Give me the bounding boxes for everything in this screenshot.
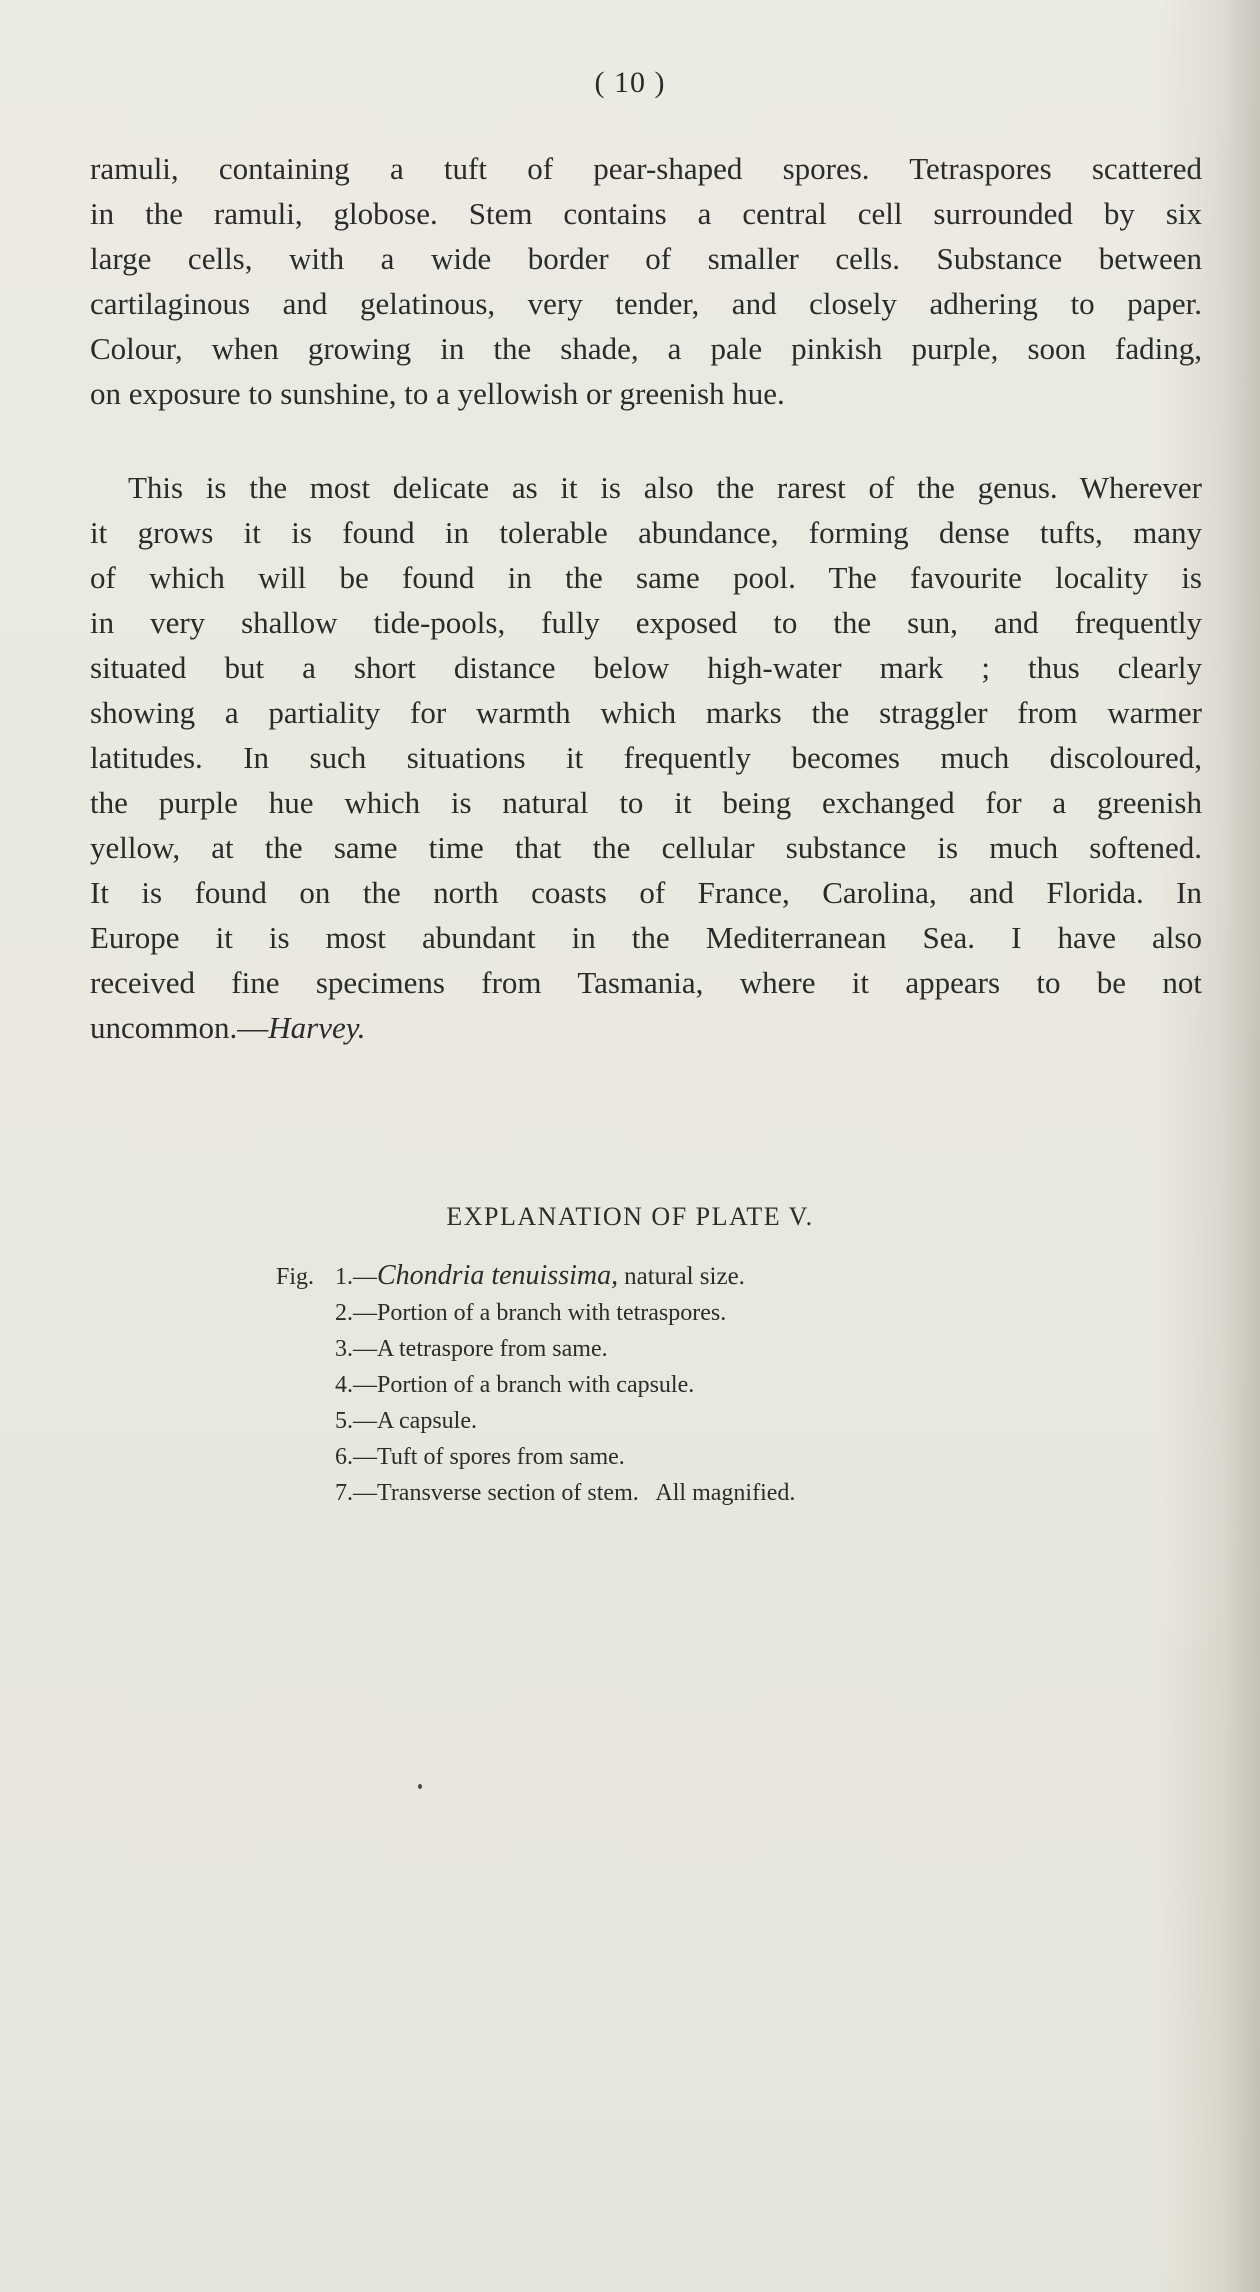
plate-explanation-heading: EXPLANATION OF PLATE V. [446,1202,814,1231]
figure-caption: Portion of a branch with tetraspores. [377,1300,727,1326]
text-line: situated but a short distance below high-water mark ; thus clearly [90,650,1202,685]
figure-caption: A tetraspore from same. [377,1336,608,1362]
figure-caption: Transverse section of stem. All magnified. [377,1480,796,1506]
attribution: Harvey. [268,1010,366,1045]
text-line: large cells, with a wide border of smaller cells. Substance between [90,241,1202,276]
figure-number: 7.— [335,1480,377,1506]
text-line: It is found on the north coasts of France, Carolina, and Florida. In [90,875,1202,910]
figure-item [276,1475,795,1511]
text-line: ramuli, containing a tuft of pear-shaped spores. Tetraspores scattered [90,151,1202,186]
figure-number: 1.— [335,1264,377,1290]
paragraph-habitat-notes [90,465,1202,1050]
figure-item [276,1295,795,1331]
text-line: yellow, at the same time that the cellular substance is much softened. [90,830,1202,865]
figure-caption: Portion of a branch with capsule. [377,1372,695,1398]
figure-number: 3.— [335,1336,377,1362]
figure-number: 6.— [335,1444,377,1470]
figure-number: 2.— [335,1300,377,1326]
figure-number: 5.— [335,1408,377,1434]
figure-item [276,1331,795,1367]
text-line: in very shallow tide-pools, fully exposed to the sun, and frequently [90,605,1202,640]
text-line: Europe it is most abundant in the Mediterranean Sea. I have also [90,920,1202,955]
last-line-text: uncommon.— [90,1010,269,1045]
page-number: ( 10 ) [594,66,666,99]
text-line: it grows it is found in tolerable abundance, forming dense tufts, many [90,515,1202,550]
figure-item [276,1367,795,1403]
figure-item [276,1403,795,1439]
text-line: of which will be found in the same pool. The favourite locality is [90,560,1202,595]
paragraph-species-description [90,146,1202,416]
text-line: This is the most delicate as it is also the rarest of the genus. Wherever [128,470,1202,505]
text-line: cartilaginous and gelatinous, very tender, and closely adhering to paper. [90,286,1202,321]
fig-prefix: Fig. [276,1264,315,1290]
paper-speck [418,1784,422,1789]
figure-list [276,1258,795,1511]
text-line: latitudes. In such situations it frequently becomes much discoloured, [90,740,1202,775]
figure-caption: natural size. [624,1263,745,1290]
text-line: showing a partiality for warmth which marks the straggler from warmer [90,695,1202,730]
figure-caption: A capsule. [377,1408,477,1434]
figure-item [276,1439,795,1475]
text-line-last [90,1005,1202,1050]
text-line: in the ramuli, globose. Stem contains a central cell surrounded by six [90,196,1202,231]
text-line: received fine specimens from Tasmania, where it appears to be not [90,965,1202,1000]
figure-item [276,1258,795,1295]
figure-caption: Tuft of spores from same. [377,1444,625,1470]
figure-number: 4.— [335,1372,377,1398]
text-line: the purple hue which is natural to it being exchanged for a greenish [90,785,1202,820]
species-name: Chondria tenuissima, [377,1260,619,1291]
text-line: Colour, when growing in the shade, a pale pinkish purple, soon fading, [90,331,1202,366]
text-line: on exposure to sunshine, to a yellowish or greenish hue. [90,376,785,411]
